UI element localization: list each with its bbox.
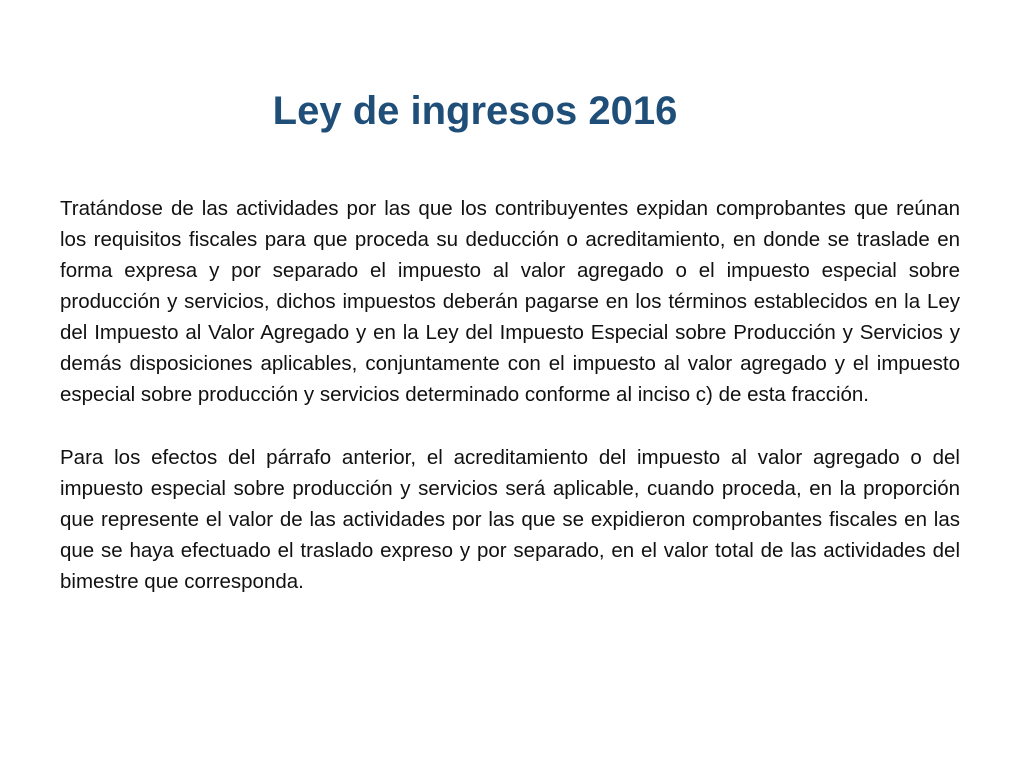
slide-title: Ley de ingresos 2016 xyxy=(272,89,678,133)
body-paragraph-2: Para los efectos del párrafo anterior, el acreditamiento del impuesto al valor agregado o del impuesto especial sobre producción y servicios será aplicable, cuando proceda, en la proporción que represente el valor de las actividades por las que se expidieron comprobantes fiscales en las que se haya efectuado el traslado expreso y por separado, en el valor total de las actividades del bimestre que corresponda. xyxy=(60,446,960,593)
slide-body xyxy=(60,193,960,597)
body-paragraph-1: Tratándose de las actividades por las que los contribuyentes expidan comprobantes que reúnan los requisitos fiscales para que proceda su deducción o acreditamiento, en donde se traslade en forma expresa y por separado el impuesto al valor agregado o el impuesto especial sobre producción y servicios, dichos impuestos deberán pagarse en los términos establecidos en la Ley del Impuesto al Valor Agregado y en la Ley del Impuesto Especial sobre Producción y Servicios y demás disposiciones aplicables, conjuntamente con el impuesto al valor agregado y el impuesto especial sobre producción y servicios determinado conforme al inciso c) de esta fracción. xyxy=(60,197,960,406)
